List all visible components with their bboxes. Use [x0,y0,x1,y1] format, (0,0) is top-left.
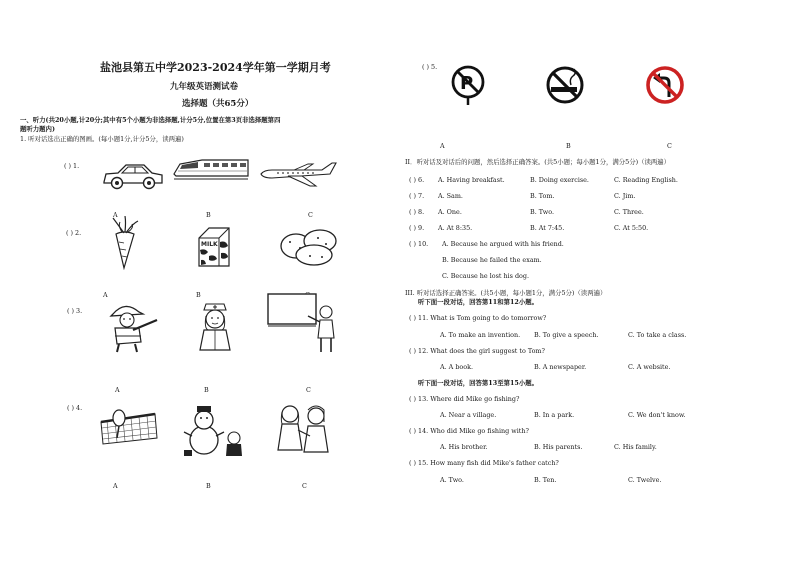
answer-option[interactable]: A. Two. [440,476,464,484]
question-label[interactable]: ( ) 14. Who did Mike go fishing with? [409,427,529,435]
answer-option[interactable]: C. Twelve. [628,476,662,484]
answer-option[interactable]: A. To make an invention. [440,331,521,339]
answer-option[interactable]: C. Because he lost his dog. [442,272,530,280]
girls-talking-icon[interactable] [272,402,334,458]
teacher-icon[interactable] [266,292,342,354]
exam-subtitle: 九年级英语测试卷 [170,82,239,92]
carrot-icon[interactable] [108,216,142,270]
answer-option[interactable]: B. At 7:45. [530,224,565,232]
answer-option[interactable]: C. Reading English. [614,176,678,184]
no-smoking-sign-icon[interactable] [545,65,585,105]
milk-carton-icon[interactable] [193,226,233,268]
answer-option[interactable]: B. Because he failed the exam. [442,256,542,264]
answer-option[interactable]: B. Ten. [534,476,557,484]
answer-option[interactable]: C. To take a class. [628,331,687,339]
potatoes-icon[interactable] [278,226,342,266]
section-title: 选择题（共65分） [182,99,254,109]
option-label: A [113,211,118,219]
question-label[interactable]: ( ) 2. [66,229,82,237]
question-label[interactable]: ( ) 1. [64,162,80,170]
no-left-turn-sign-icon[interactable] [645,65,685,105]
option-label: A [440,142,445,150]
nurse-icon[interactable] [192,300,238,356]
question-label[interactable]: ( ) 10. [409,240,429,248]
question-label[interactable]: ( ) 9. [409,224,425,232]
answer-option[interactable]: B. His parents. [534,443,583,451]
option-label: A [115,386,120,394]
option-label: B [566,142,571,150]
answer-option[interactable]: C. Jim. [614,192,636,200]
answer-option[interactable]: C. His family. [614,443,657,451]
question-label[interactable]: ( ) 5. [422,63,438,71]
snowman-icon[interactable] [180,404,246,458]
option-label: A [113,482,118,490]
answer-option[interactable]: B. Two. [530,208,555,216]
train-icon[interactable] [172,156,250,182]
answer-option[interactable]: C. A website. [628,363,671,371]
question-label[interactable]: ( ) 13. Where did Mike go fishing? [409,395,520,403]
car-icon[interactable] [100,160,166,192]
answer-option[interactable]: A. His brother. [440,443,488,451]
plane-icon[interactable] [258,160,338,188]
option-label: C [667,142,672,150]
answer-option[interactable]: C. We don't know. [628,411,686,419]
answer-option[interactable]: B. In a park. [534,411,575,419]
option-label: C [302,482,307,490]
listening-note: 听下面一段对话，回答第13至第15小题。 [418,379,539,387]
answer-option[interactable]: B. To give a speech. [534,331,599,339]
question-label[interactable]: ( ) 7. [409,192,425,200]
option-label: B [206,482,211,490]
part1-heading-cont: 题听力题内) [20,125,55,133]
answer-option[interactable]: A. At 8:35. [438,224,473,232]
answer-option[interactable]: A. Having breakfast. [438,176,505,184]
tennis-icon[interactable] [97,408,161,452]
milk-label: MILK [201,241,218,248]
answer-option[interactable]: A. A book. [440,363,474,371]
answer-option[interactable]: B. Doing exercise. [530,176,589,184]
question-label[interactable]: ( ) 8. [409,208,425,216]
question-label[interactable]: ( ) 3. [67,307,83,315]
part3-heading: III. 听对话选择正确答案。(共5小题，每小题1分，满分5分)（读两遍） [405,289,607,297]
answer-option[interactable]: A. Near a village. [440,411,497,419]
answer-option[interactable]: A. Sam. [438,192,463,200]
no-parking-sign-icon[interactable] [449,65,487,105]
question-label[interactable]: ( ) 15. How many fish did Mike's father catch? [409,459,559,467]
option-label: A [103,291,108,299]
question-label[interactable]: ( ) 6. [409,176,425,184]
listening-note: 听下面一段对话，回答第11和第12小题。 [418,298,539,306]
question-label[interactable]: ( ) 11. What is Tom going to do tomorrow? [409,314,547,322]
answer-option[interactable]: A. One. [438,208,462,216]
answer-option[interactable]: B. A newspaper. [534,363,587,371]
question-label[interactable]: ( ) 4. [67,404,83,412]
answer-option[interactable]: B. Tom. [530,192,555,200]
option-label: C [306,386,311,394]
exam-title: 盐池县第五中学2023-2024学年第一学期月考 [100,61,331,74]
option-label: B [206,211,211,219]
answer-option[interactable]: A. Because he argued with his friend. [442,240,564,248]
firefighter-icon[interactable] [103,298,159,354]
option-label: B [196,291,201,299]
part1-heading: 一、听力(共20小题,计20分;其中有5个小题为非选择题,计分5分,位置在第3页非选择题第四 [20,116,281,124]
answer-option[interactable]: C. At 5:50. [614,224,649,232]
part2-heading: II．听对话及对话后的问题，然后选择正确答案。(共5小题；每小题1分，满分5分)（读两遍） [405,158,671,166]
question-label[interactable]: ( ) 12. What does the girl suggest to Tom? [409,347,545,355]
svg-text:P: P [460,73,474,94]
option-label: B [204,386,209,394]
answer-option[interactable]: C. Three. [614,208,644,216]
option-label: C [308,211,313,219]
part1-instruction: 1. 听对话选出正确的图画。(每小题1分,计分5分，读两遍) [20,135,184,143]
